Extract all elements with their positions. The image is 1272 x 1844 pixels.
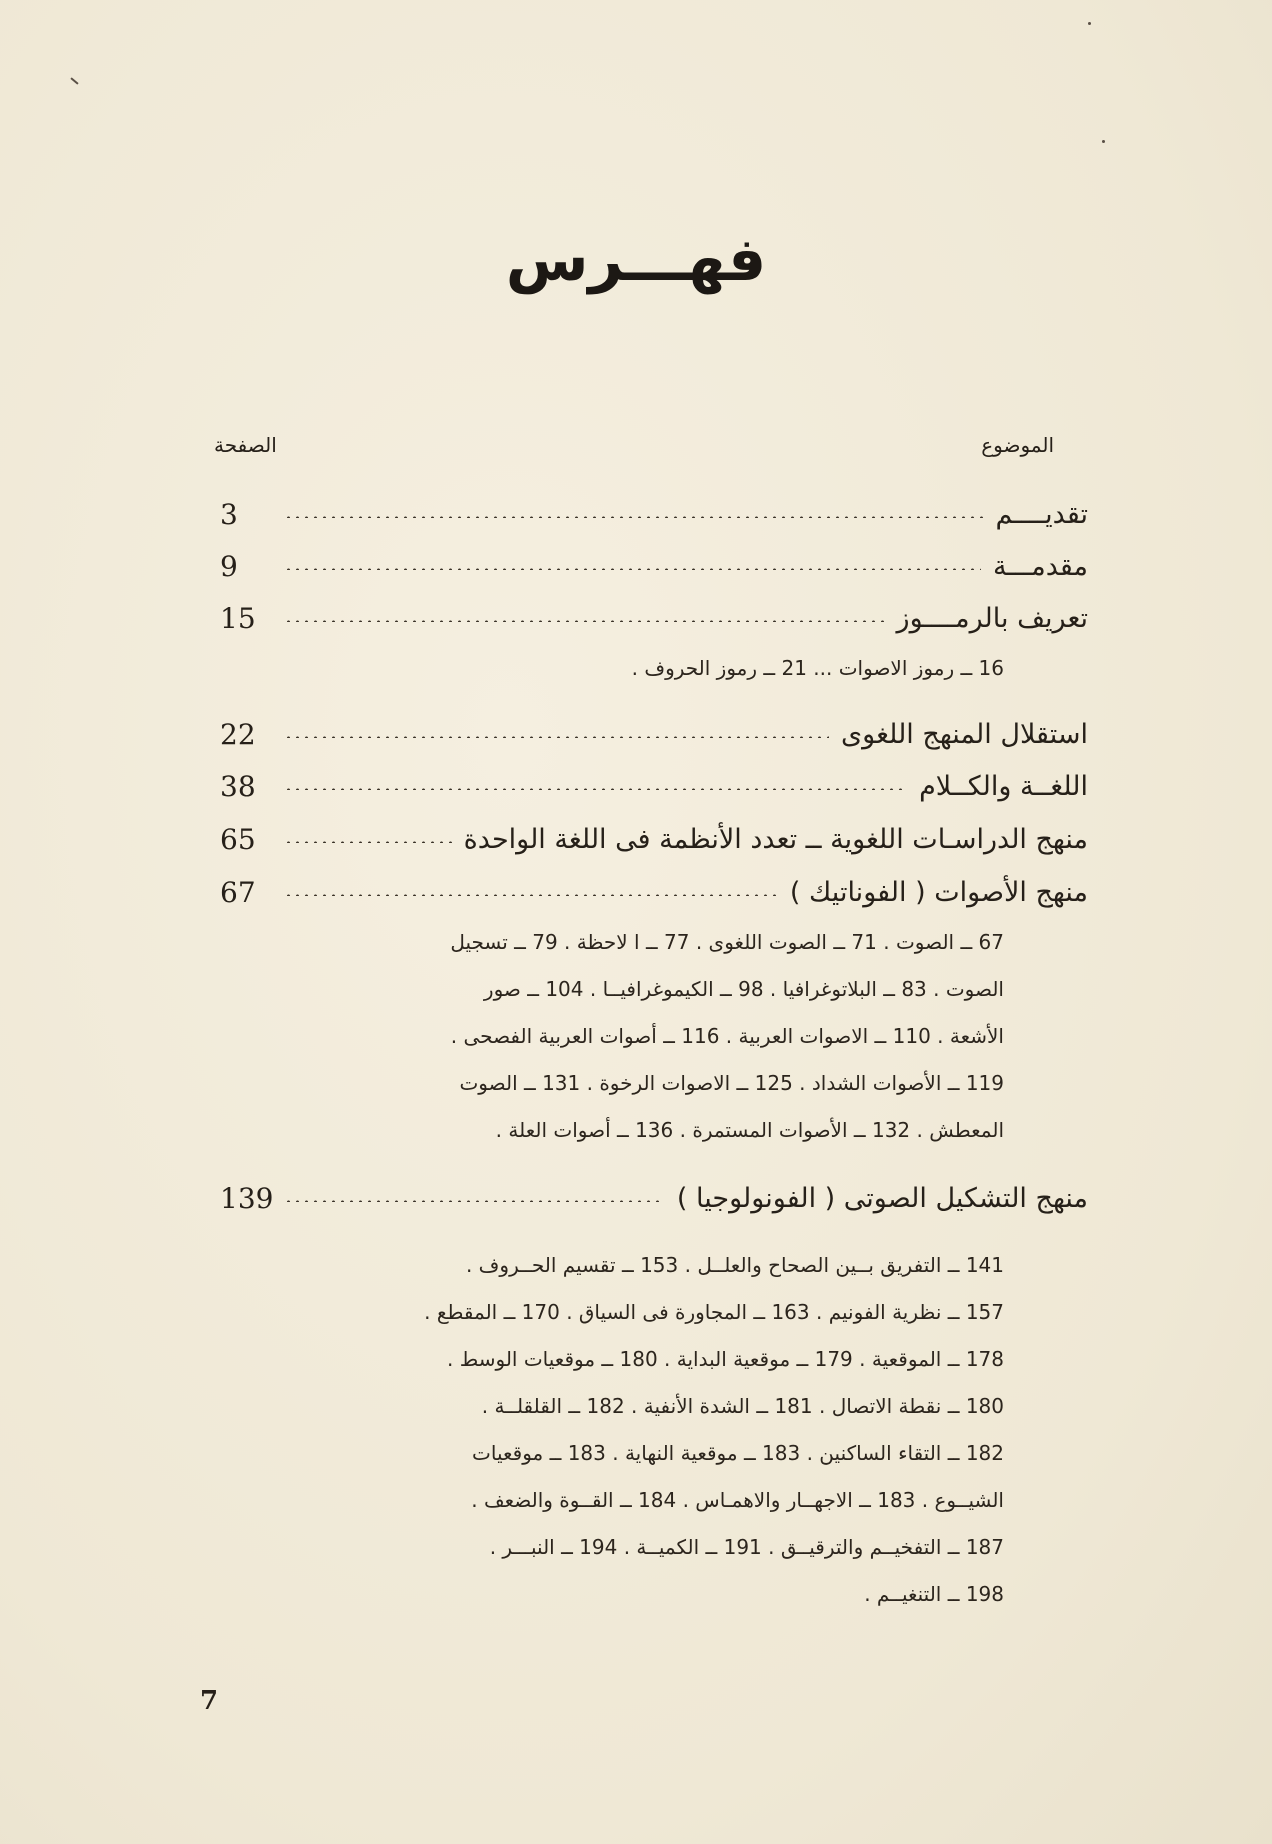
toc-entry-title: منهج الأصوات ( الفوناتيك ) [789, 876, 1088, 908]
sub-topic-line: 198 ــ التنغيــم . [864, 1582, 1004, 1606]
sub-topic-line: 119 ــ الأصوات الشداد . 125 ــ الاصوات الرخوة . 131 ــ الصوت [459, 1071, 1004, 1095]
toc-entry-title: منهج التشكيل الصوتى ( الفونولوجيا ) [676, 1182, 1088, 1214]
sub-topic-line: الشيــوع . 183 ــ الاجهــار والاهمـاس . 184 ــ القــوة والضعف . [471, 1488, 1004, 1512]
toc-entry-title: تعريف بالرمــــوز [896, 602, 1088, 634]
toc-entry [220, 766, 1088, 806]
toc-entry [220, 714, 1088, 754]
speck-mark [70, 77, 78, 84]
toc-entry-title: استقلال المنهج اللغوى [841, 718, 1088, 750]
toc-entry-title: منهج الدراسـات اللغوية ــ تعدد الأنظمة فى اللغة الواحدة [463, 823, 1088, 855]
toc-entry-page: 38 [220, 769, 256, 803]
toc-entry [220, 872, 1088, 912]
sub-topic-line: 141 ــ التفريق بــين الصحاح والعلــل . 153 ــ تقسيم الحــروف . [465, 1253, 1004, 1277]
toc-entry-page: 67 [220, 875, 256, 909]
dot-leader [284, 841, 452, 843]
page-title: فهـــرس [505, 225, 767, 295]
toc-entry-title: تقديــــم [995, 498, 1088, 530]
toc-entry [220, 598, 1088, 638]
dot-leader [284, 516, 984, 518]
sub-topic-line: 178 ــ الموقعية . 179 ــ موقعية البداية . 180 ــ موقعيات الوسط . [447, 1347, 1004, 1371]
toc-entry-page: 3 [220, 497, 238, 531]
sub-topic-line: الأشعة . 110 ــ الاصوات العربية . 116 ــ أصوات العربية الفصحى . [450, 1024, 1004, 1048]
sub-topic-line: المعطش . 132 ــ الأصوات المستمرة . 136 ــ أصوات العلة . [495, 1118, 1004, 1142]
dot-leader [284, 568, 981, 570]
sub-topic-line: 187 ــ التفخيــم والترقيــق . 191 ــ الكميــة . 194 ــ النبـــر . [489, 1535, 1004, 1559]
toc-entry [220, 819, 1088, 859]
toc-entry [220, 494, 1088, 534]
dot-leader [284, 788, 907, 790]
sub-topic-line: 67 ــ الصوت . 71 ــ الصوت اللغوى . 77 ــ ا لاحظة . 79 ــ تسجيل [450, 930, 1004, 954]
sub-topic-line: 16 ــ رموز الاصوات ... 21 ــ رموز الحروف . [631, 656, 1004, 680]
toc-entry-title: اللغــة والكــلام [919, 770, 1088, 802]
sub-topic-line: الصوت . 83 ــ البلاتوغرافيا . 98 ــ الكيموغرافيــا . 104 ــ صور [483, 977, 1004, 1001]
toc-entry-page: 9 [220, 549, 238, 583]
toc-entry-page: 139 [220, 1181, 274, 1215]
column-header-page: الصفحة [214, 433, 277, 457]
toc-entry-title: مقدمـــة [993, 550, 1088, 582]
sub-topic-line: 180 ــ نقطة الاتصال . 181 ــ الشدة الأنفية . 182 ــ القلقلــة . [481, 1394, 1004, 1418]
toc-entry-page: 15 [220, 601, 256, 635]
sub-topic-line: 157 ــ نظرية الفونيم . 163 ــ المجاورة فى السياق . 170 ــ المقطع . [424, 1300, 1004, 1324]
speck-mark [1088, 22, 1091, 25]
toc-entry [220, 1178, 1088, 1218]
toc-entry [220, 546, 1088, 586]
page-number: 7 [200, 1686, 219, 1716]
speck-mark [1102, 140, 1105, 143]
dot-leader [284, 736, 829, 738]
column-header-topic: الموضوع [981, 433, 1054, 457]
dot-leader [284, 620, 885, 622]
sub-topic-line: 182 ــ التقاء الساكنين . 183 ــ موقعية النهاية . 183 ــ موقعيات [472, 1441, 1004, 1465]
toc-entry-page: 65 [220, 822, 256, 856]
dot-leader [284, 1200, 665, 1202]
dot-leader [284, 894, 778, 896]
toc-entry-page: 22 [220, 717, 256, 751]
